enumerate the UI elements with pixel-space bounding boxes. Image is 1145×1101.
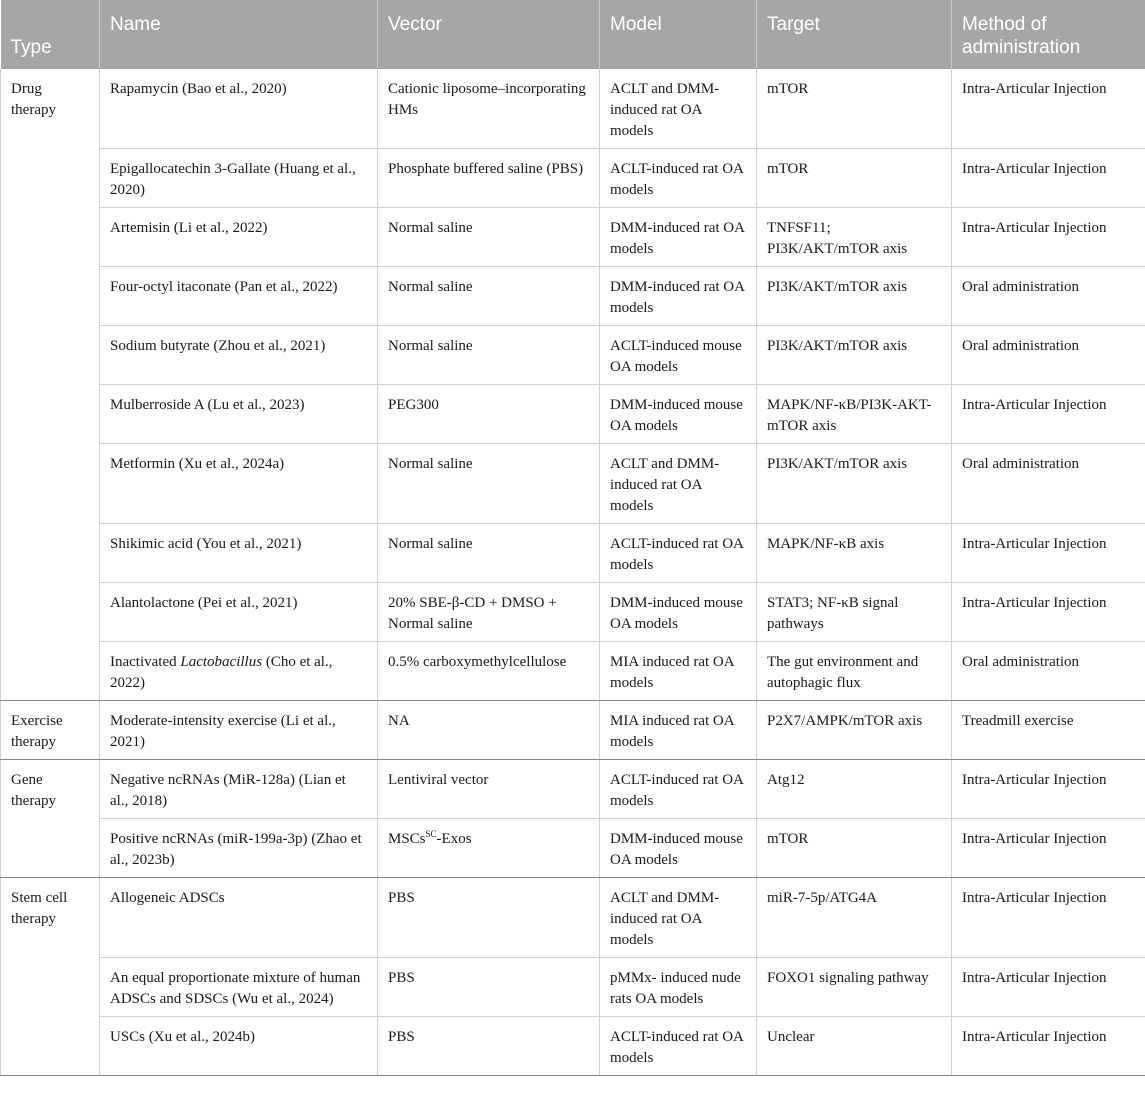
header-row <box>1 0 1145 69</box>
vector-cell: Normal saline <box>378 208 600 267</box>
target-cell: FOXO1 signaling pathway <box>757 958 952 1017</box>
table-row <box>1 326 1145 385</box>
vector-superscript: SC <box>425 829 437 839</box>
model-cell: ACLT and DMM-induced rat OA models <box>600 69 757 149</box>
name-cell: An equal proportionate mixture of human ADSCs and SDSCs (Wu et al., 2024) <box>100 958 378 1017</box>
name-cell <box>100 642 378 701</box>
target-cell: Unclear <box>757 1017 952 1076</box>
name-cell: Mulberroside A (Lu et al., 2023) <box>100 385 378 444</box>
name-italic-genus: Lactobacillus <box>180 654 263 670</box>
vector-cell: 0.5% carboxymethylcellulose <box>378 642 600 701</box>
type-cell-gene: Gene therapy <box>1 760 100 878</box>
model-cell: ACLT-induced mouse OA models <box>600 326 757 385</box>
table-header <box>1 0 1145 69</box>
vector-cell: Phosphate buffered saline (PBS) <box>378 149 600 208</box>
target-cell: STAT3; NF-κB signal pathways <box>757 583 952 642</box>
type-cell-stem: Stem cell therapy <box>1 878 100 1076</box>
target-cell: P2X7/AMPK/mTOR axis <box>757 701 952 760</box>
model-cell: DMM-induced rat OA models <box>600 267 757 326</box>
table-row <box>1 149 1145 208</box>
vector-cell: Normal saline <box>378 267 600 326</box>
model-cell: ACLT and DMM-induced rat OA models <box>600 444 757 524</box>
header-vector: Vector <box>378 0 600 69</box>
model-cell: DMM-induced mouse OA models <box>600 583 757 642</box>
method-cell: Intra-Articular Injection <box>952 958 1145 1017</box>
table-row <box>1 385 1145 444</box>
header-type: Type <box>1 0 100 69</box>
method-cell: Treadmill exercise <box>952 701 1145 760</box>
vector-cell: Lentiviral vector <box>378 760 600 819</box>
table-row <box>1 267 1145 326</box>
target-cell: MAPK/NF-κB/PI3K-AKT-mTOR axis <box>757 385 952 444</box>
model-cell: DMM-induced mouse OA models <box>600 819 757 878</box>
target-cell: Atg12 <box>757 760 952 819</box>
name-cell: Epigallocatechin 3-Gallate (Huang et al., 2020) <box>100 149 378 208</box>
table-body <box>1 69 1145 1076</box>
vector-suffix: -Exos <box>436 831 472 847</box>
vector-cell: PEG300 <box>378 385 600 444</box>
vector-cell: Normal saline <box>378 524 600 583</box>
method-cell: Oral administration <box>952 267 1145 326</box>
model-cell: ACLT-induced rat OA models <box>600 760 757 819</box>
vector-cell: PBS <box>378 1017 600 1076</box>
method-cell: Intra-Articular Injection <box>952 819 1145 878</box>
type-cell-drug: Drug therapy <box>1 69 100 701</box>
target-cell: MAPK/NF-κB axis <box>757 524 952 583</box>
name-cell: Metformin (Xu et al., 2024a) <box>100 444 378 524</box>
vector-cell: PBS <box>378 878 600 958</box>
target-cell: mTOR <box>757 69 952 149</box>
name-cell: Rapamycin (Bao et al., 2020) <box>100 69 378 149</box>
name-cell: USCs (Xu et al., 2024b) <box>100 1017 378 1076</box>
table-row <box>1 1017 1145 1076</box>
vector-cell: 20% SBE-β-CD + DMSO + Normal saline <box>378 583 600 642</box>
header-model: Model <box>600 0 757 69</box>
vector-cell: Normal saline <box>378 326 600 385</box>
model-cell: MIA induced rat OA models <box>600 642 757 701</box>
table-row <box>1 760 1145 819</box>
method-cell: Intra-Articular Injection <box>952 524 1145 583</box>
target-cell: The gut environment and autophagic flux <box>757 642 952 701</box>
name-cell: Positive ncRNAs (miR-199a-3p) (Zhao et al., 2023b) <box>100 819 378 878</box>
method-cell: Intra-Articular Injection <box>952 583 1145 642</box>
model-cell: ACLT-induced rat OA models <box>600 149 757 208</box>
vector-prefix: MSCs <box>388 831 426 847</box>
method-cell: Intra-Articular Injection <box>952 385 1145 444</box>
name-cell: Shikimic acid (You et al., 2021) <box>100 524 378 583</box>
table-row <box>1 444 1145 524</box>
method-cell: Oral administration <box>952 642 1145 701</box>
name-cell: Allogeneic ADSCs <box>100 878 378 958</box>
name-suffix: (Cho et al., 2022) <box>110 654 333 691</box>
method-cell: Intra-Articular Injection <box>952 208 1145 267</box>
target-cell: PI3K/AKT/mTOR axis <box>757 444 952 524</box>
table-row <box>1 819 1145 878</box>
method-cell: Intra-Articular Injection <box>952 149 1145 208</box>
vector-cell: Cationic liposome–incorporating HMs <box>378 69 600 149</box>
vector-cell <box>378 819 600 878</box>
table-row <box>1 583 1145 642</box>
target-cell: mTOR <box>757 149 952 208</box>
table-row <box>1 69 1145 149</box>
method-cell: Intra-Articular Injection <box>952 1017 1145 1076</box>
method-cell: Oral administration <box>952 444 1145 524</box>
name-cell: Artemisin (Li et al., 2022) <box>100 208 378 267</box>
vector-cell: Normal saline <box>378 444 600 524</box>
model-cell: pMMx- induced nude rats OA models <box>600 958 757 1017</box>
target-cell: PI3K/AKT/mTOR axis <box>757 326 952 385</box>
header-name: Name <box>100 0 378 69</box>
model-cell: ACLT-induced rat OA models <box>600 1017 757 1076</box>
name-cell: Four-octyl itaconate (Pan et al., 2022) <box>100 267 378 326</box>
header-target: Target <box>757 0 952 69</box>
type-cell-exercise: Exercise therapy <box>1 701 100 760</box>
table-row <box>1 701 1145 760</box>
name-prefix: Inactivated <box>110 654 181 670</box>
target-cell: miR-7-5p/ATG4A <box>757 878 952 958</box>
header-method: Method of administration <box>952 0 1145 69</box>
method-cell: Intra-Articular Injection <box>952 69 1145 149</box>
name-cell: Alantolactone (Pei et al., 2021) <box>100 583 378 642</box>
method-cell: Intra-Articular Injection <box>952 878 1145 958</box>
table-row <box>1 958 1145 1017</box>
model-cell: DMM-induced rat OA models <box>600 208 757 267</box>
target-cell: TNFSF11; PI3K/AKT/mTOR axis <box>757 208 952 267</box>
table-row <box>1 524 1145 583</box>
vector-cell: PBS <box>378 958 600 1017</box>
model-cell: ACLT and DMM-induced rat OA models <box>600 878 757 958</box>
name-cell: Negative ncRNAs (MiR-128a) (Lian et al., 2018) <box>100 760 378 819</box>
method-cell: Oral administration <box>952 326 1145 385</box>
target-cell: mTOR <box>757 819 952 878</box>
name-cell: Moderate-intensity exercise (Li et al., 2021) <box>100 701 378 760</box>
table-row <box>1 878 1145 958</box>
model-cell: DMM-induced mouse OA models <box>600 385 757 444</box>
table-row <box>1 642 1145 701</box>
model-cell: MIA induced rat OA models <box>600 701 757 760</box>
table-row <box>1 208 1145 267</box>
target-cell: PI3K/AKT/mTOR axis <box>757 267 952 326</box>
vector-cell: NA <box>378 701 600 760</box>
method-cell: Intra-Articular Injection <box>952 760 1145 819</box>
model-cell: ACLT-induced rat OA models <box>600 524 757 583</box>
name-cell: Sodium butyrate (Zhou et al., 2021) <box>100 326 378 385</box>
